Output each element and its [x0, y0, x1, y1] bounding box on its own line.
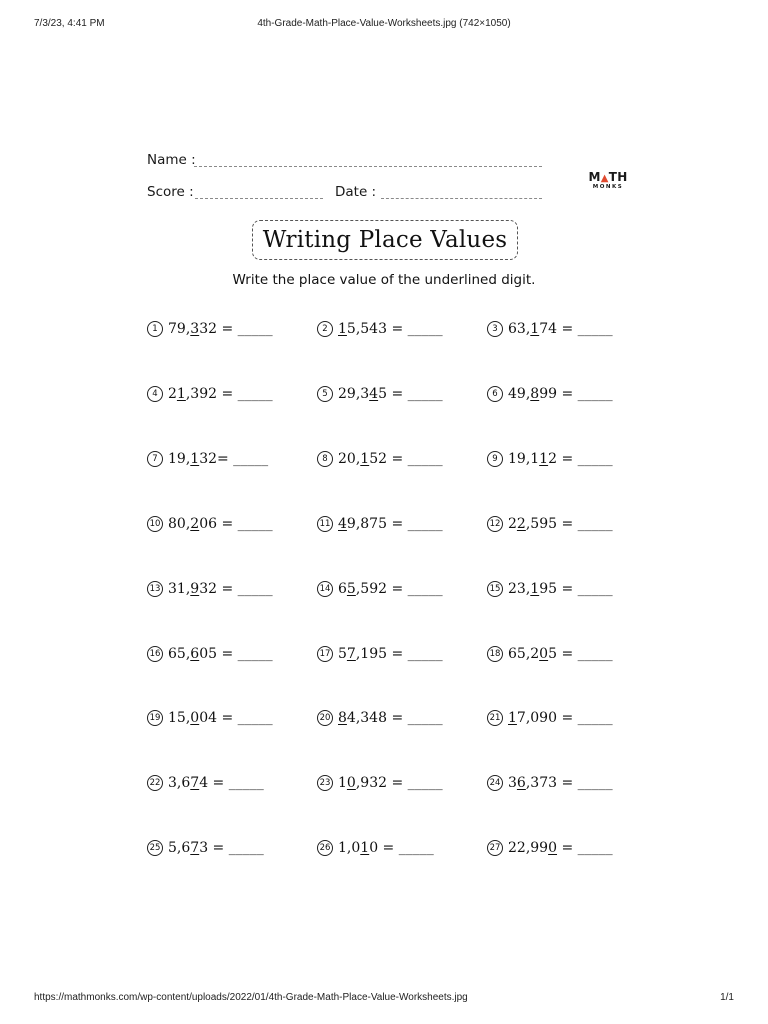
underlined-digit: 4: [369, 385, 379, 402]
problem-number: 26: [317, 840, 333, 856]
digits-after-and-answer-blank: 4 = _____: [199, 775, 264, 792]
problem-number: 3: [487, 321, 503, 337]
problem-number: 19: [147, 710, 163, 726]
underlined-digit: 7: [346, 645, 356, 662]
problem-number: 10: [147, 516, 163, 532]
print-footer: [0, 992, 768, 1006]
underlined-digit: 6: [516, 775, 526, 792]
digits-before: 29,3: [338, 385, 370, 402]
digits-before: 2: [508, 515, 517, 532]
problem-number: 22: [147, 775, 163, 791]
problem-2: [317, 318, 443, 340]
underlined-digit: 0: [548, 840, 558, 857]
problem-expression: [338, 840, 434, 856]
digits-after-and-answer-blank: 5 = _____: [548, 645, 613, 662]
problem-1: [147, 318, 273, 340]
problem-number: 4: [147, 386, 163, 402]
problem-number: 5: [317, 386, 333, 402]
problem-number: 7: [147, 451, 163, 467]
digits-after-and-answer-blank: 99 = _____: [539, 385, 613, 402]
problem-number: 2: [317, 321, 333, 337]
digits-after-and-answer-blank: 32= _____: [199, 450, 269, 467]
problem-expression: [338, 710, 443, 726]
underlined-digit: 0: [190, 710, 200, 727]
digits-before: 15,: [168, 710, 191, 727]
problem-13: [147, 578, 273, 600]
problem-12: [487, 513, 613, 535]
digits-before: 6: [338, 580, 347, 597]
digits-after-and-answer-blank: 05 = _____: [199, 645, 273, 662]
score-field[interactable]: [195, 198, 323, 199]
digits-after-and-answer-blank: ,392 = _____: [185, 385, 273, 402]
problem-21: [487, 707, 613, 729]
problem-expression: [508, 321, 613, 337]
date-field[interactable]: [381, 198, 542, 199]
problem-expression: [168, 581, 273, 597]
digits-after-and-answer-blank: 2 = _____: [548, 450, 613, 467]
problem-expression: [508, 840, 613, 856]
digits-before: 65,2: [508, 645, 540, 662]
digits-after-and-answer-blank: 04 = _____: [199, 710, 273, 727]
problem-number: 23: [317, 775, 333, 791]
underlined-digit: 7: [190, 840, 200, 857]
problem-number: 9: [487, 451, 503, 467]
date-label: Date :: [335, 184, 377, 200]
underlined-digit: 8: [338, 710, 347, 727]
problem-15: [487, 578, 613, 600]
print-page-count: 1/1: [720, 992, 734, 1003]
problem-number: 16: [147, 646, 163, 662]
problem-24: [487, 772, 613, 794]
problem-expression: [168, 451, 268, 467]
logo-triangle-icon: ▲: [600, 173, 609, 184]
digits-before: 63,: [508, 321, 531, 337]
problem-23: [317, 772, 443, 794]
digits-before: 22,99: [508, 840, 549, 857]
problem-number: 1: [147, 321, 163, 337]
digits-before: 1,0: [338, 840, 361, 857]
problem-10: [147, 513, 273, 535]
logo-subtext: MONKS: [592, 184, 624, 190]
underlined-digit: 3: [190, 321, 200, 337]
problem-expression: [168, 840, 264, 856]
underlined-digit: 1: [338, 321, 347, 337]
underlined-digit: 0: [539, 645, 549, 662]
digits-after-and-answer-blank: ,595 = _____: [525, 515, 613, 532]
problem-expression: [508, 710, 613, 726]
digits-before: 23,: [508, 580, 531, 597]
name-label: Name :: [147, 152, 196, 168]
problem-16: [147, 643, 273, 665]
underlined-digit: 6: [190, 645, 200, 662]
problem-expression: [338, 386, 443, 402]
digits-before: 80,: [168, 515, 191, 532]
digits-before: 19,: [168, 450, 191, 467]
underlined-digit: 9: [190, 580, 200, 597]
problem-expression: [508, 386, 613, 402]
underlined-digit: 4: [338, 515, 347, 532]
digits-after-and-answer-blank: ,592 = _____: [355, 580, 443, 597]
problem-11: [317, 513, 443, 535]
problem-20: [317, 707, 443, 729]
problem-expression: [168, 775, 264, 791]
problem-19: [147, 707, 273, 729]
digits-after-and-answer-blank: ,373 = _____: [525, 775, 613, 792]
problem-expression: [508, 646, 613, 662]
title-box: [252, 220, 518, 260]
problem-expression: [508, 516, 613, 532]
underlined-digit: 7: [190, 775, 200, 792]
problem-number: 11: [317, 516, 333, 532]
problem-22: [147, 772, 264, 794]
problem-number: 25: [147, 840, 163, 856]
problem-number: 8: [317, 451, 333, 467]
underlined-digit: 1: [360, 840, 370, 857]
problem-number: 27: [487, 840, 503, 856]
problem-4: [147, 383, 273, 405]
problem-expression: [168, 386, 273, 402]
underlined-digit: 1: [360, 450, 370, 467]
digits-after-and-answer-blank: 52 = _____: [369, 450, 443, 467]
digits-after-and-answer-blank: 3 = _____: [199, 840, 264, 857]
problem-number: 24: [487, 775, 503, 791]
problem-number: 17: [317, 646, 333, 662]
digits-after-and-answer-blank: 32 = _____: [199, 580, 273, 597]
logo-wordmark: M▲TH: [588, 170, 628, 184]
digits-after-and-answer-blank: 7,090 = _____: [516, 710, 613, 727]
problem-expression: [168, 646, 273, 662]
problem-number: 14: [317, 581, 333, 597]
digits-after-and-answer-blank: 32 = _____: [199, 321, 273, 337]
digits-before: 5,6: [168, 840, 191, 857]
worksheet-title: Writing Place Values: [262, 227, 508, 253]
problem-8: [317, 448, 443, 470]
digits-after-and-answer-blank: 06 = _____: [199, 515, 273, 532]
problem-expression: [338, 516, 443, 532]
digits-before: 65,: [168, 645, 191, 662]
digits-after-and-answer-blank: 9,875 = _____: [346, 515, 443, 532]
digits-before: 19,1: [508, 450, 540, 467]
underlined-digit: 2: [516, 515, 526, 532]
underlined-digit: 1: [176, 385, 186, 402]
problem-expression: [508, 451, 613, 467]
problem-expression: [508, 775, 613, 791]
problem-number: 12: [487, 516, 503, 532]
digits-after-and-answer-blank: 95 = _____: [539, 580, 613, 597]
problem-3: [487, 318, 613, 340]
digits-after-and-answer-blank: 0 = _____: [369, 840, 434, 857]
instructions: Write the place value of the underlined digit.: [232, 272, 536, 288]
problem-6: [487, 383, 613, 405]
digits-after-and-answer-blank: ,932 = _____: [355, 775, 443, 792]
digits-after-and-answer-blank: 5 = _____: [378, 385, 443, 402]
print-url: https://mathmonks.com/wp-content/uploads/2022/01/4th-Grade-Math-Place-Value-Worksheets.jpg: [34, 992, 468, 1003]
underlined-digit: 1: [539, 450, 549, 467]
problem-number: 6: [487, 386, 503, 402]
problem-expression: [168, 321, 273, 337]
underlined-digit: 1: [190, 450, 200, 467]
digits-after-and-answer-blank: 4,348 = _____: [346, 710, 443, 727]
problem-expression: [338, 581, 443, 597]
problem-expression: [508, 581, 613, 597]
problem-number: 20: [317, 710, 333, 726]
print-date: 7/3/23, 4:41 PM: [34, 18, 105, 29]
underlined-digit: 8: [530, 385, 540, 402]
problem-expression: [338, 451, 443, 467]
digits-before: 1: [338, 775, 347, 792]
name-field[interactable]: [194, 166, 542, 167]
problem-9: [487, 448, 613, 470]
problem-7: [147, 448, 268, 470]
problem-25: [147, 837, 264, 859]
underlined-digit: 1: [530, 580, 540, 597]
problem-number: 13: [147, 581, 163, 597]
digits-before: 79,: [168, 321, 191, 337]
problem-number: 15: [487, 581, 503, 597]
digits-before: 3: [508, 775, 517, 792]
problem-expression: [168, 710, 273, 726]
problem-18: [487, 643, 613, 665]
score-label: Score :: [147, 184, 194, 200]
problem-27: [487, 837, 613, 859]
digits-before: 31,: [168, 580, 191, 597]
problem-expression: [338, 646, 443, 662]
underlined-digit: 1: [530, 321, 540, 337]
digits-before: 49,: [508, 385, 531, 402]
problem-26: [317, 837, 434, 859]
problem-14: [317, 578, 443, 600]
problem-expression: [338, 321, 443, 337]
print-title: 4th-Grade-Math-Place-Value-Worksheets.jpg (742×1050): [257, 18, 511, 29]
problem-number: 18: [487, 646, 503, 662]
underlined-digit: 0: [346, 775, 356, 792]
digits-after-and-answer-blank: 74 = _____: [539, 321, 613, 337]
digits-after-and-answer-blank: ,195 = _____: [355, 645, 443, 662]
underlined-digit: 5: [346, 580, 356, 597]
digits-before: 3,6: [168, 775, 191, 792]
math-monks-logo: [586, 170, 630, 190]
problem-number: 21: [487, 710, 503, 726]
underlined-digit: 1: [508, 710, 517, 727]
problem-expression: [338, 775, 443, 791]
problem-5: [317, 383, 443, 405]
digits-after-and-answer-blank: 5,543 = _____: [346, 321, 443, 337]
digits-after-and-answer-blank: = _____: [557, 840, 613, 857]
problem-17: [317, 643, 443, 665]
digits-before: 20,: [338, 450, 361, 467]
digits-before: 2: [168, 385, 177, 402]
underlined-digit: 2: [190, 515, 200, 532]
digits-before: 5: [338, 645, 347, 662]
problem-expression: [168, 516, 273, 532]
